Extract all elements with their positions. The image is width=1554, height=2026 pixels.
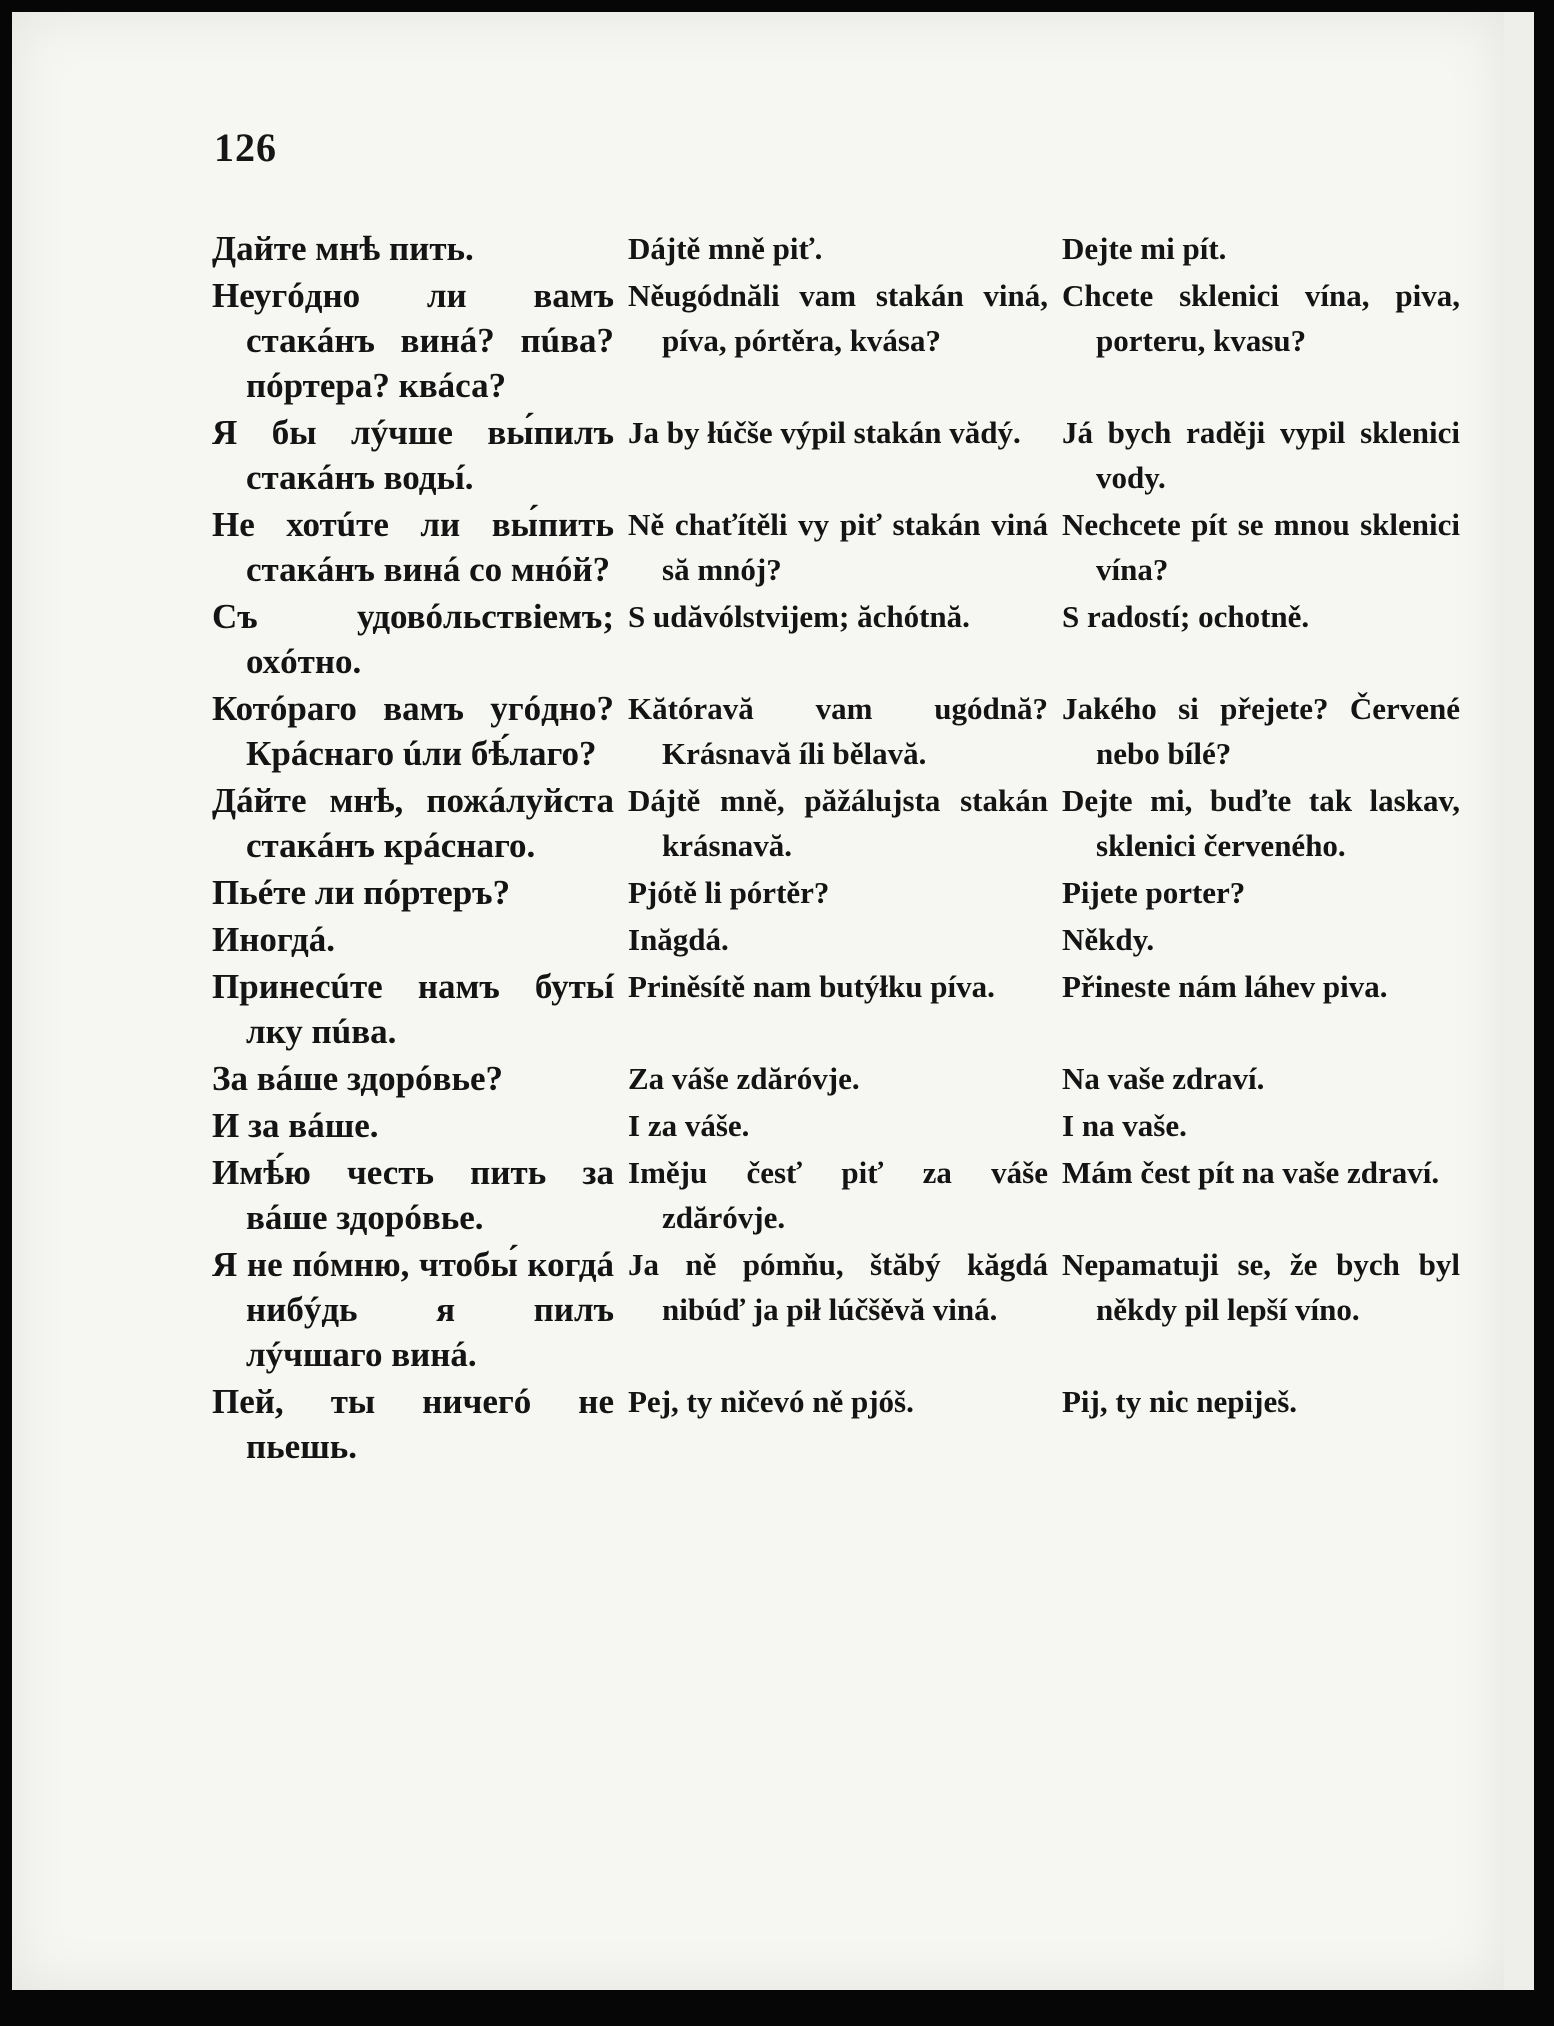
czech-phrase: Nechcete pít se mnou sklenici vína? <box>1062 507 1460 587</box>
phonetic-phrase: Pjótě li pórtěr? <box>628 875 830 910</box>
russian-phrase: Пей, ты ничегó не пьешь. <box>212 1382 614 1466</box>
phonetic-phrase: Priněsítě nam butýłku píva. <box>628 969 995 1004</box>
page-number: 126 <box>214 125 277 170</box>
phrase-row <box>212 964 1474 1056</box>
phonetic-phrase: Za váše zdăróvje. <box>628 1061 860 1096</box>
phrase-table <box>212 226 1474 1471</box>
phonetic-phrase: Dájtě mně piť. <box>628 231 823 266</box>
czech-phrase: S radostí; ochotně. <box>1062 599 1310 634</box>
phrase-row <box>212 226 1474 273</box>
phrase-row <box>212 502 1474 594</box>
czech-phrase: Dejte mi, buďte tak laskav, sklenici červeného. <box>1062 783 1460 863</box>
russian-phrase: Я не пóмню, чтобы́ когдá нибýдь я пилъ лýчшаго винá. <box>212 1245 614 1374</box>
phonetic-phrase: S udăvólstvijem; ăchótnă. <box>628 599 970 634</box>
czech-phrase: Pijete porter? <box>1062 875 1246 910</box>
phrase-row <box>212 1242 1474 1379</box>
phonetic-phrase: Kătóravă vam ugódnă? Krásnavă íli bělavă. <box>628 691 1048 771</box>
czech-phrase: Pij, ty nic nepiješ. <box>1062 1384 1298 1419</box>
russian-phrase: Дайте мнѣ пить. <box>212 229 474 268</box>
phrase-row <box>212 1103 1474 1150</box>
russian-phrase: Не хотúте ли вы́пить стакáнъ винá со мнóй? <box>212 505 614 589</box>
czech-phrase: I na vaše. <box>1062 1108 1187 1143</box>
phrase-row <box>212 1056 1474 1103</box>
russian-phrase: Котóраго вамъ угóдно? Крáснаго úли бѣ́лаго? <box>212 689 614 773</box>
phrase-row <box>212 870 1474 917</box>
russian-phrase: Дáйте мнѣ, пожáлуйста стакáнъ крáснаго. <box>212 781 614 865</box>
czech-phrase: Někdy. <box>1062 922 1155 957</box>
phonetic-phrase: Inăgdá. <box>628 922 729 957</box>
czech-phrase: Já bych raději vypil sklenici vody. <box>1062 415 1460 495</box>
phonetic-phrase: Iměju česť piť za váše zdăróvje. <box>628 1155 1048 1235</box>
phrase-row <box>212 778 1474 870</box>
czech-phrase: Nepamatuji se, že bych byl někdy pil lepší víno. <box>1062 1247 1460 1327</box>
czech-phrase: Přineste nám láhev piva. <box>1062 969 1388 1004</box>
phonetic-phrase: Něugódnăli vam stakán viná, píva, pórtěra, kvása? <box>628 278 1048 358</box>
russian-phrase: И за вáше. <box>212 1106 379 1145</box>
phrase-row <box>212 1379 1474 1471</box>
russian-phrase: Я бы лýчше вы́пилъ стакáнъ водьí. <box>212 413 614 497</box>
phrase-row <box>212 410 1474 502</box>
czech-phrase: Chcete sklenici vína, piva, porteru, kvasu? <box>1062 278 1460 358</box>
russian-phrase: За вáше здорóвье? <box>212 1059 504 1098</box>
russian-phrase: Принесúте намъ бутьí лку пúва. <box>212 967 614 1051</box>
phrase-row <box>212 1150 1474 1242</box>
phrase-rows <box>212 226 1474 1471</box>
phrase-row <box>212 273 1474 410</box>
czech-phrase: Na vaše zdraví. <box>1062 1061 1265 1096</box>
phrase-row <box>212 686 1474 778</box>
russian-phrase: Иногдá. <box>212 920 335 959</box>
phonetic-phrase: Ně chaťítěli vy piť stakán viná să mnój? <box>628 507 1048 587</box>
book-page <box>12 12 1504 1990</box>
czech-phrase: Dejte mi pít. <box>1062 231 1227 266</box>
russian-phrase: Пьéте ли пóртеръ? <box>212 873 511 912</box>
phonetic-phrase: Ja by łúčše výpil stakán vădý. <box>628 415 1021 450</box>
russian-phrase: Съ удовóльствіемъ; охóтно. <box>212 597 614 681</box>
phonetic-phrase: I za váše. <box>628 1108 750 1143</box>
phrase-row <box>212 917 1474 964</box>
czech-phrase: Mám čest pít na vaše zdraví. <box>1062 1155 1440 1190</box>
phonetic-phrase: Pej, ty ničevó ně pjóš. <box>628 1384 914 1419</box>
phrase-row <box>212 594 1474 686</box>
russian-phrase: Имѣ́ю честь пить за вáше здорóвье. <box>212 1153 614 1237</box>
czech-phrase: Jakého si přejete? Červené nebo bílé? <box>1062 691 1460 771</box>
phonetic-phrase: Ja ně pómňu, štăbý kăgdá nibúď ja pił lúčšěvă viná. <box>628 1247 1048 1327</box>
phonetic-phrase: Dájtě mně, păžálujsta stakán krásnavă. <box>628 783 1048 863</box>
russian-phrase: Неугóдно ли вамъ стакáнъ винá? пúва? пóртера? квáса? <box>212 276 614 405</box>
page-edge <box>1504 12 1534 1990</box>
